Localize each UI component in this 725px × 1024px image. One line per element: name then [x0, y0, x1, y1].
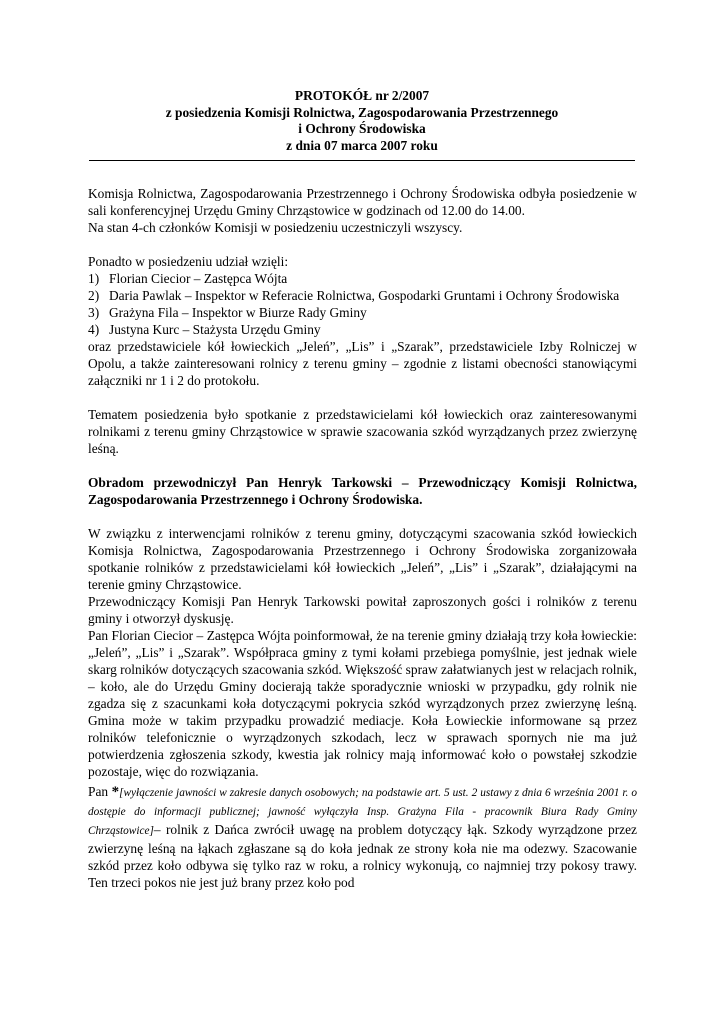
protocol-subtitle-line1: z posiedzenia Komisji Rolnictwa, Zagospodarowania Przestrzennego	[165, 104, 559, 120]
list-item-number: 1)	[88, 271, 100, 286]
protocol-title: PROTOKÓŁ nr 2/2007	[294, 88, 430, 103]
intro-paragraph: Komisja Rolnictwa, Zagospodarowania Przestrzennego i Ochrony Środowiska odbyła posiedzenie w sali konferencyjnej Urzędu Gminy Chrząstowice w godzinach od 12.00 do 14.00.	[88, 186, 637, 218]
list-item	[88, 270, 637, 287]
body-paragraph-1: W związku z interwencjami rolników z terenu gminy, dotyczącymi szacowania szkód łowieckich Komisja Rolnictwa, Zagospodarowania Przestrzennego i Ochrony Środowiska zorganizowała spotkanie rolników z przedstawicielami kół łowieckich „Jeleń”, „Lis” i „Szarak”, działającymi na terenie gminy Chrząstowice.	[88, 526, 637, 592]
document-header	[88, 88, 636, 154]
protocol-subtitle-line2: i Ochrony Środowiska	[298, 121, 426, 137]
redaction-note: [wyłączenie jawności w zakresie danych osobowych; na podstawie art. 5 ust. 2 ustawy z dnia 6 września 2001 r. o dostępie do informacji publicznej; jawność wyłączyła Insp. Grażyna Fila - pracownik Biura Rady Gminy Chrząstowice]	[88, 787, 638, 837]
list-item-text: Justyna Kurc – Stażysta Urzędu Gminy	[109, 322, 321, 337]
list-item	[88, 287, 637, 304]
participants-lead: Ponadto w posiedzeniu udział wzięli:	[88, 254, 289, 269]
list-item	[88, 304, 637, 321]
body-p4-lead: Pan	[88, 784, 112, 799]
list-item-text: Grażyna Fila – Inspektor w Biurze Rady Gminy	[109, 305, 367, 320]
participants-after: oraz przedstawiciele kół łowieckich „Jeleń”, „Lis” i „Szarak”, przedstawiciele Izby Rolniczej w Opolu, a także zainteresowani rolnicy z terenu gminy – zgodnie z listami obecności stanowiącymi załączniki nr 1 i 2 do protokołu.	[88, 339, 637, 388]
participants-list	[88, 270, 637, 338]
attendance-paragraph: Na stan 4-ch członków Komisji w posiedzeniu uczestniczyli wszyscy.	[88, 220, 463, 235]
list-item-text: Daria Pawlak – Inspektor w Referacie Rolnictwa, Gospodarki Gruntami i Ochrony Środowiska	[109, 288, 620, 303]
protocol-date: z dnia 07 marca 2007 roku	[286, 137, 438, 153]
list-item-number: 4)	[88, 322, 100, 337]
redaction-asterisk: *	[111, 784, 120, 800]
list-item	[88, 321, 637, 338]
topic-paragraph: Tematem posiedzenia było spotkanie z przedstawicielami kół łowieckich oraz zainteresowanymi rolnikami z terenu gminy Chrząstowice w sprawie szacowania szkód wyrządzanych przez zwierzynę leśną.	[88, 407, 637, 456]
body-paragraph-2: Przewodniczący Komisji Pan Henryk Tarkowski powitał zaproszonych gości i rolników z terenu gminy i otworzył dyskusję.	[88, 594, 637, 626]
chair-paragraph: Obradom przewodniczył Pan Henryk Tarkowski – Przewodniczący Komisji Rolnictwa, Zagospodarowania Przestrzennego i Ochrony Środowiska.	[88, 475, 637, 507]
document-body	[88, 185, 637, 891]
list-item-number: 2)	[88, 288, 100, 303]
body-paragraph-3: Pan Florian Ciecior – Zastępca Wójta poinformował, że na terenie gminy działają trzy koła łowieckie: „Jeleń”, „Lis” i „Szarak”. Współpraca gminy z tymi kołami przebiega pomyślnie, jest jednak wiele skarg rolników dotyczących szacowania szkód. Większość spraw załatwianych jest w relacjach rolnik, – koło, ale do Urzędu Gminy docierają także sporadycznie wnioski w przypadku, gdy rolnik nie zgadza się z szacunkami koła dotyczącymi pokrycia szkód wyrządzonych przez zwierzynę leśną. Gmina może w takim przypadku prowadzić mediacje. Koła Łowieckie informowane są przez rolników telefonicznie o wyrządzonych szkodach, lecz w sprawach spornych nie ma już potwierdzenia zgłoszenia szkody, kwestia jak rolnicy mają informować koło o powstałej szkodzie pozostaje, więc do rozwiązania.	[88, 628, 637, 779]
list-item-number: 3)	[88, 305, 100, 320]
body-p4-rest: – rolnik z Dańca zwrócił uwagę na problem dotyczący łąk. Szkody wyrządzone przez zwierzynę leśną na łąkach zgłaszane są do koła jednak ze strony koła nie ma odezwy. Szacowanie szkód przez koło odbywa się tylko raz w roku, a rolnicy wykonują, co najmniej trzy pokosy trawy. Ten trzeci pokos nie jest już brany przez koło pod	[88, 822, 637, 890]
list-item-text: Florian Ciecior – Zastępca Wójta	[109, 271, 288, 286]
body-paragraph-4	[88, 783, 637, 891]
header-divider	[89, 160, 635, 161]
